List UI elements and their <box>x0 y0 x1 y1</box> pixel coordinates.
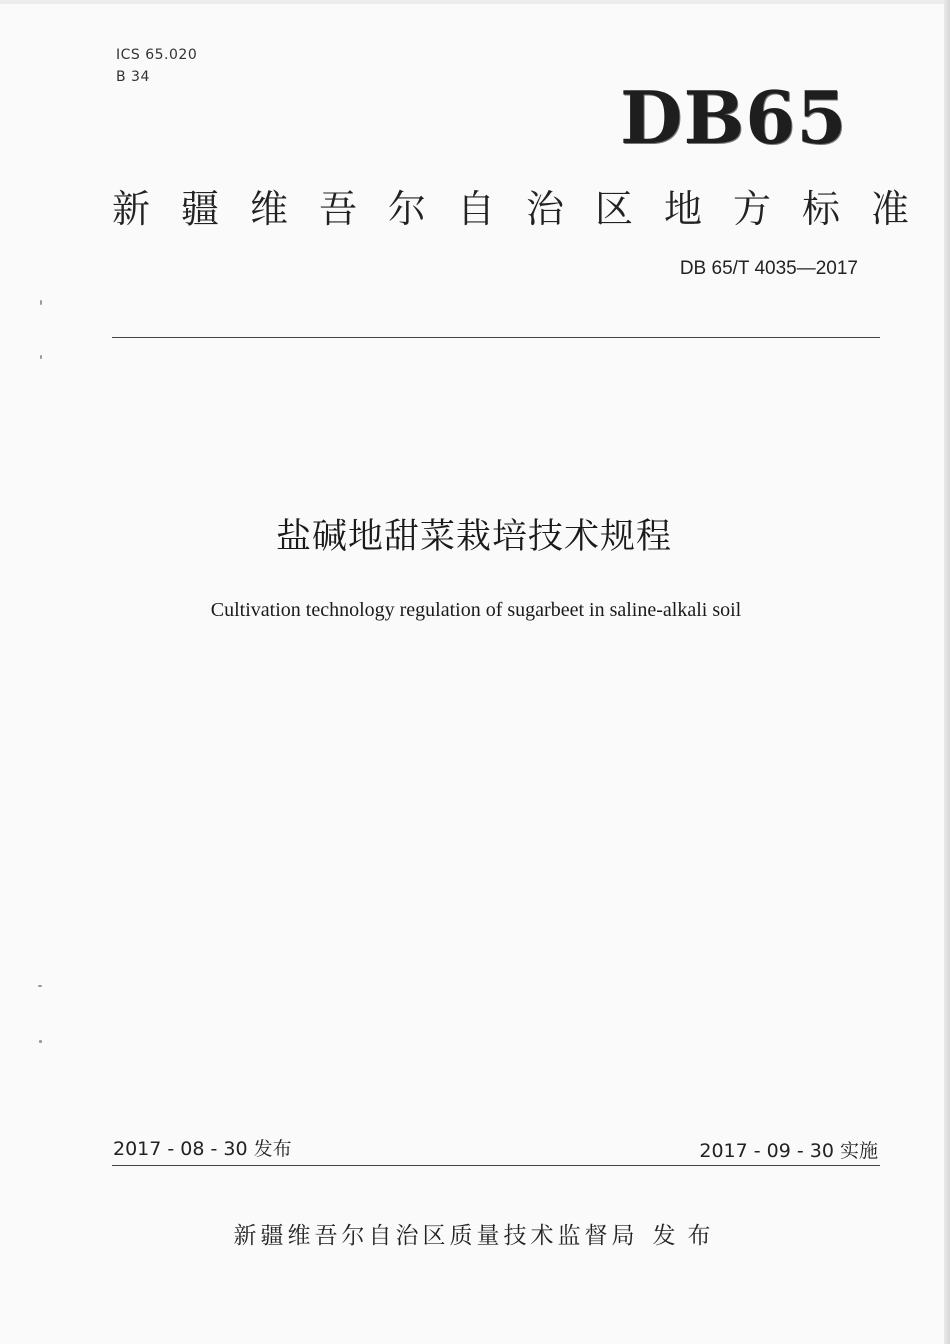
document-title-chinese: 盐碱地甜菜栽培技术规程 <box>275 517 672 557</box>
ics-code: ICS 65.020 <box>116 47 198 63</box>
footer-divider <box>112 1165 880 1166</box>
implementation-date: 2017 - 09 - 30 实施 <box>699 1140 878 1162</box>
standard-number: DB 65/T 4035—2017 <box>679 258 858 279</box>
header-divider <box>112 337 880 338</box>
publisher-action: 发布 <box>652 1223 723 1249</box>
standard-code-logo: DB65 <box>620 75 848 160</box>
classification-codes <box>116 44 197 88</box>
scan-speck <box>40 300 42 305</box>
ccs-code: B 34 <box>116 69 150 85</box>
scan-speck <box>40 355 42 359</box>
issue-date: 2017 - 08 - 30 发布 <box>113 1138 292 1160</box>
scan-speck <box>38 985 42 987</box>
publisher-line <box>0 1219 950 1253</box>
standard-type-heading: 新疆维吾尔自治区地方标准 <box>112 187 941 231</box>
scan-speck <box>39 1040 42 1043</box>
publisher-name: 新疆维吾尔自治区质量技术监督局 <box>233 1223 639 1249</box>
document-title-english: Cultivation technology regulation of sugarbeet in saline-alkali soil <box>210 599 742 621</box>
scan-edge-right <box>944 0 950 1344</box>
scan-edge-top <box>0 0 950 4</box>
